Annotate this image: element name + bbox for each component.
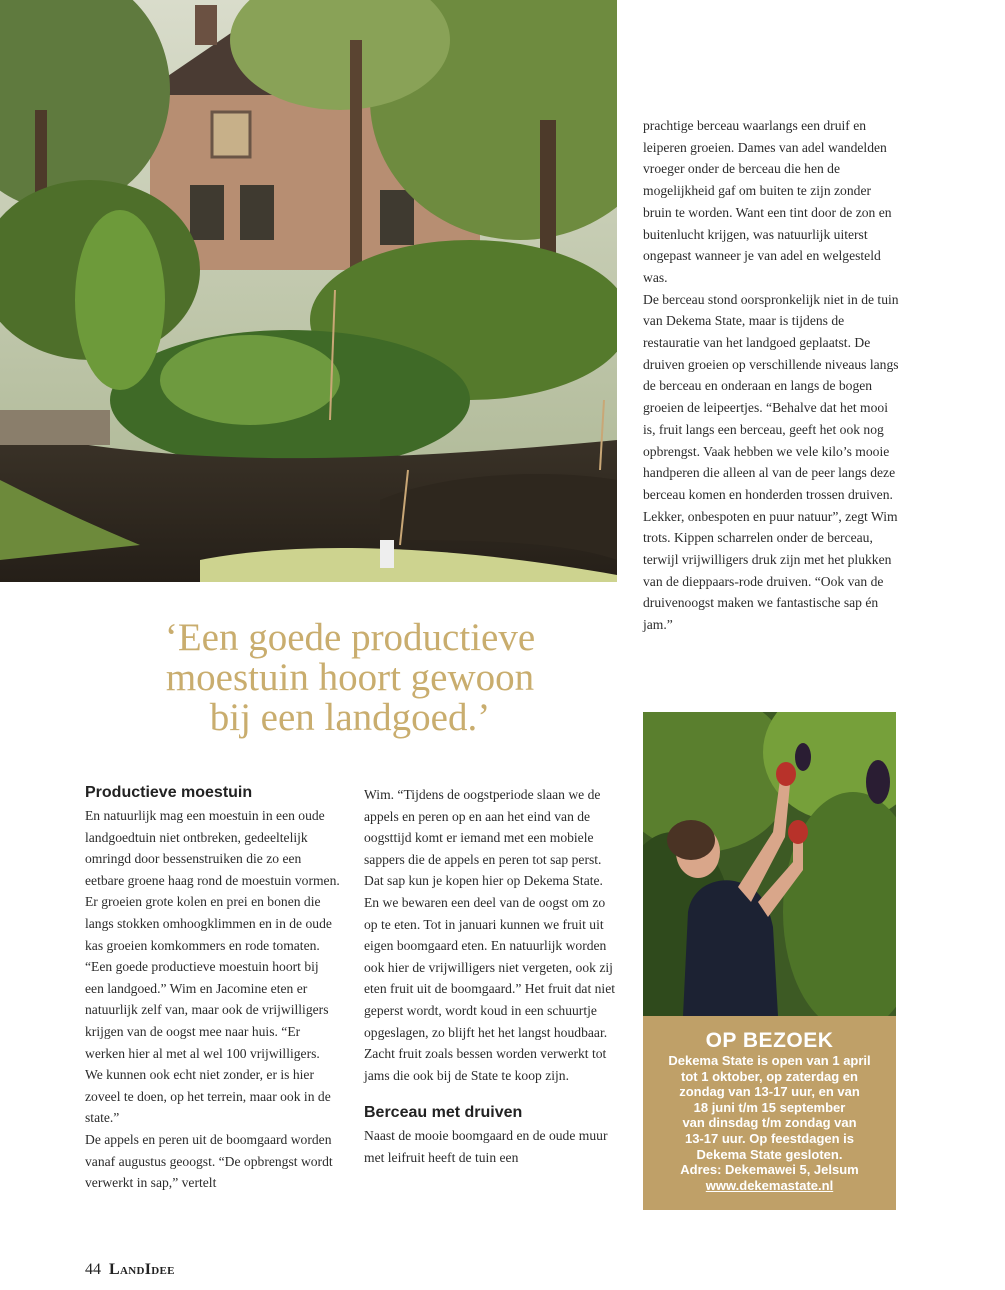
pull-quote (120, 618, 580, 738)
paragraph: De berceau stond oorspronkelijk niet in de tuin van Dekema State, maar is tijdens de restauratie van het landgoed geplaatst. De druiven groeien op verschillende niveaus langs de berceau en onderaan en langs de bogen groeien de leipeertjes. “Behalve dat het mooi is, fruit langs een berceau, geeft het ook nog opbrengst. Vaak hebben we vele kilo’s mooie handperen die alleen al van de peer langs deze berceau komen en honderden trossen druiven. Lekker, onbespoten en puur natuur”, zegt Wim trots. Kippen scharrelen onder de berceau, terwijl vrijwilligers druk zijn met het plukken van de dieppaars-rode druiven. “Ook van de druivenoogst maken we fantastische sap én jam.” (643, 291, 899, 633)
visit-line: van dinsdag t/m zondag van (682, 1115, 857, 1131)
visit-line: tot 1 oktober, op zaterdag en (681, 1068, 858, 1084)
paragraph: prachtige berceau waarlangs een druif en leiperen groeien. Dames van adel wandelden vroeger onder de berceau die hen de mogelijkheid gaf om buiten te zijn zonder bruin te worden. Want een tint door de zon en buitenlucht krijgen, was natuurlijk uiterst ongepast wanneer je van adel en welgesteld was. (643, 118, 892, 285)
magazine-name: LandIdee (109, 1261, 175, 1278)
visit-line: 13-17 uur. Op feestdagen is (684, 1130, 855, 1146)
visit-line: zondag van 13-17 uur, en van (679, 1084, 860, 1100)
visit-text (643, 1053, 896, 1178)
page-number: 44 (85, 1261, 101, 1278)
page-footer (85, 1261, 175, 1279)
visit-line: 18 juni t/m 15 september (693, 1099, 846, 1115)
visit-line: Dekema State is open van 1 april (668, 1053, 871, 1068)
text-column-1 (85, 782, 340, 1194)
visit-info-box (643, 1016, 896, 1210)
pull-quote-line: moestuin hoort gewoon (165, 656, 535, 699)
pull-quote-line: ‘Een goede productieve (164, 616, 536, 659)
garden-photo (0, 0, 617, 582)
visit-line: Adres: Dekemawei 5, Jelsum (680, 1162, 859, 1178)
text-column-2 (364, 784, 619, 1169)
paragraph: De appels en peren uit de boomgaard worden vanaf augustus geoogst. “De opbrengst wordt verwerkt in sap,” vertelt (85, 1131, 333, 1191)
paragraph: En natuurlijk mag een moestuin in een oude landgoedtuin niet ontbreken, gedeeltelijk omringd door bessenstruiken die zo een eetbare groene haag rond de moestuin vormen. Er groeien grote kolen en prei en bonen die langs stokken omhoogklimmen en in de oude kas groeien komkommers en rode tomaten. “Een goede productieve moestuin hoort bij een landgoed.” Wim en Jacomine eten er natuurlijk zelf van, maar ook de vrijwilligers krijgen van de oogst mee naar huis. “Er werken hier al met al wel 100 vrijwilligers. We kunnen ook echt niet zonder, er is hier zoveel te doen, op het terrein, maar ook in de state.” (85, 808, 340, 1126)
pull-quote-line: bij een landgoed.’ (209, 696, 491, 739)
visit-line: Dekema State gesloten. (696, 1146, 843, 1162)
website-link[interactable]: www.dekemastate.nl (705, 1177, 834, 1193)
visit-title: OP BEZOEK (705, 1029, 834, 1052)
grape-picking-photo (643, 712, 896, 1016)
paragraph: Naast de mooie boomgaard en de oude muur met leifruit heeft de tuin een (364, 1128, 608, 1165)
section-heading: Productieve moestuin (85, 784, 253, 801)
right-text-column (643, 115, 903, 636)
paragraph: Wim. “Tijdens de oogstperiode slaan we de appels en peren op en aan het eind van de oogsttijd komt er iemand met een mobiele sappers die de appels en peren tot sap perst. Dat sap kun je kopen hier op Dekema State. En we bewaren een deel van de oogst om zo op te eten. Tot in januari kunnen we fruit uit eigen boomgaard eten. En natuurlijk worden ook hier de vrijwilligers niet vergeten, ook zij eten fruit uit de boomgaard.” Het fruit dat niet geperst wordt, wordt koud in een schuurtje opgeslagen, zo blijft het het langst houdbaar. Zacht fruit zoals bessen worden verwerkt tot jams die ook bij de State te koop zijn. (364, 787, 616, 1083)
section-heading: Berceau met druiven (364, 1104, 523, 1122)
